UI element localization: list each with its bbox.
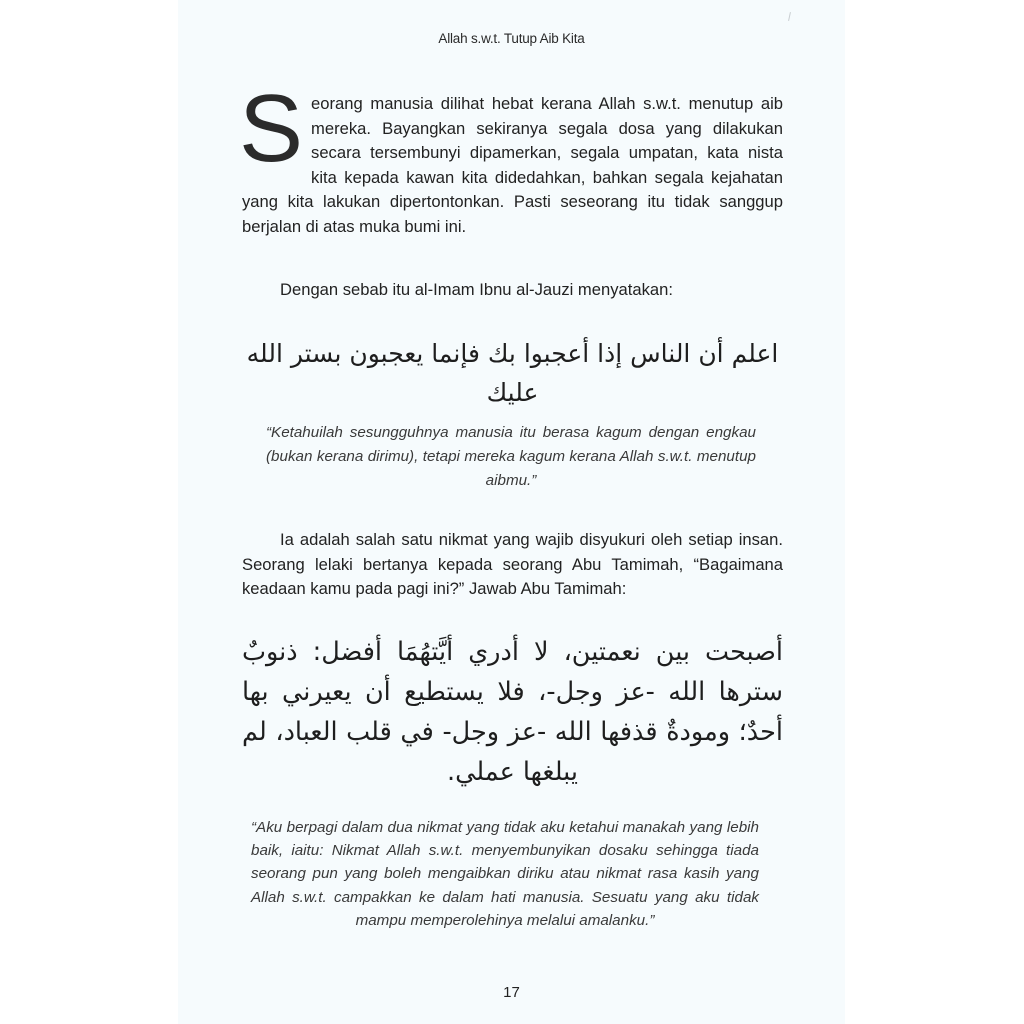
book-page: [178, 0, 845, 1024]
arabic-quote-2: أصبحت بين نعمتين، لا أدري أيَّتهُمَا أفضل: ذنوبٌ سترها الله -عز وجل-، فلا يستطيع أن يعيرني بها أحدٌ؛ ومودةٌ قذفها الله -عز وجل- في قلب العباد، لم يبلغها عملي.: [242, 637, 783, 787]
lead-in-paragraph: Dengan sebab itu al-Imam Ibnu al-Jauzi menyatakan:: [280, 280, 673, 299]
drop-cap: S: [239, 75, 304, 182]
translation-1: “Ketahuilah sesungguhnya manusia itu berasa kagum dengan engkau (bukan kerana dirimu), tetapi mereka kagum kerana Allah s.w.t. menutup aibmu.”: [266, 424, 756, 490]
running-header: Allah s.w.t. Tutup Aib Kita: [438, 31, 585, 46]
page-number: 17: [503, 984, 520, 1001]
scan-mark: [788, 12, 791, 21]
translation-2: “Aku berpagi dalam dua nikmat yang tidak aku ketahui manakah yang lebih baik, iaitu: Nikmat Allah s.w.t. menyembunyikan dosaku sehingga tiada seorang pun yang boleh mengaibkan diriku atau nikmat rasa kasih yang Allah s.w.t. campakkan ke dalam hati manusia. Sesuatu yang aku tidak mampu memperolehinya melalui amalanku.”: [251, 819, 759, 929]
arabic-quote-1: اعلم أن الناس إذا أعجبوا بك فإنما يعجبون بستر الله عليك: [246, 339, 779, 407]
intro-paragraph: [239, 75, 783, 240]
paragraph-2: Ia adalah salah satu nikmat yang wajib disyukuri oleh setiap insan. Seorang lelaki bertanya kepada seorang Abu Tamimah, “Bagaimana keadaan kamu pada pagi ini?” Jawab Abu Tamimah:: [242, 530, 783, 599]
intro-text: eorang manusia dilihat hebat kerana Allah s.w.t. menutup aib mereka. Bayangkan sekiranya segala dosa yang dilakukan secara tersembunyi dipamerkan, segala umpatan, kata nista kita kepada kawan kita didedahkan, bahkan segala kejahatan yang kita lakukan dipertontonkan. Pasti seseorang itu tidak sanggup berjalan di atas muka bumi ini.: [242, 94, 783, 236]
